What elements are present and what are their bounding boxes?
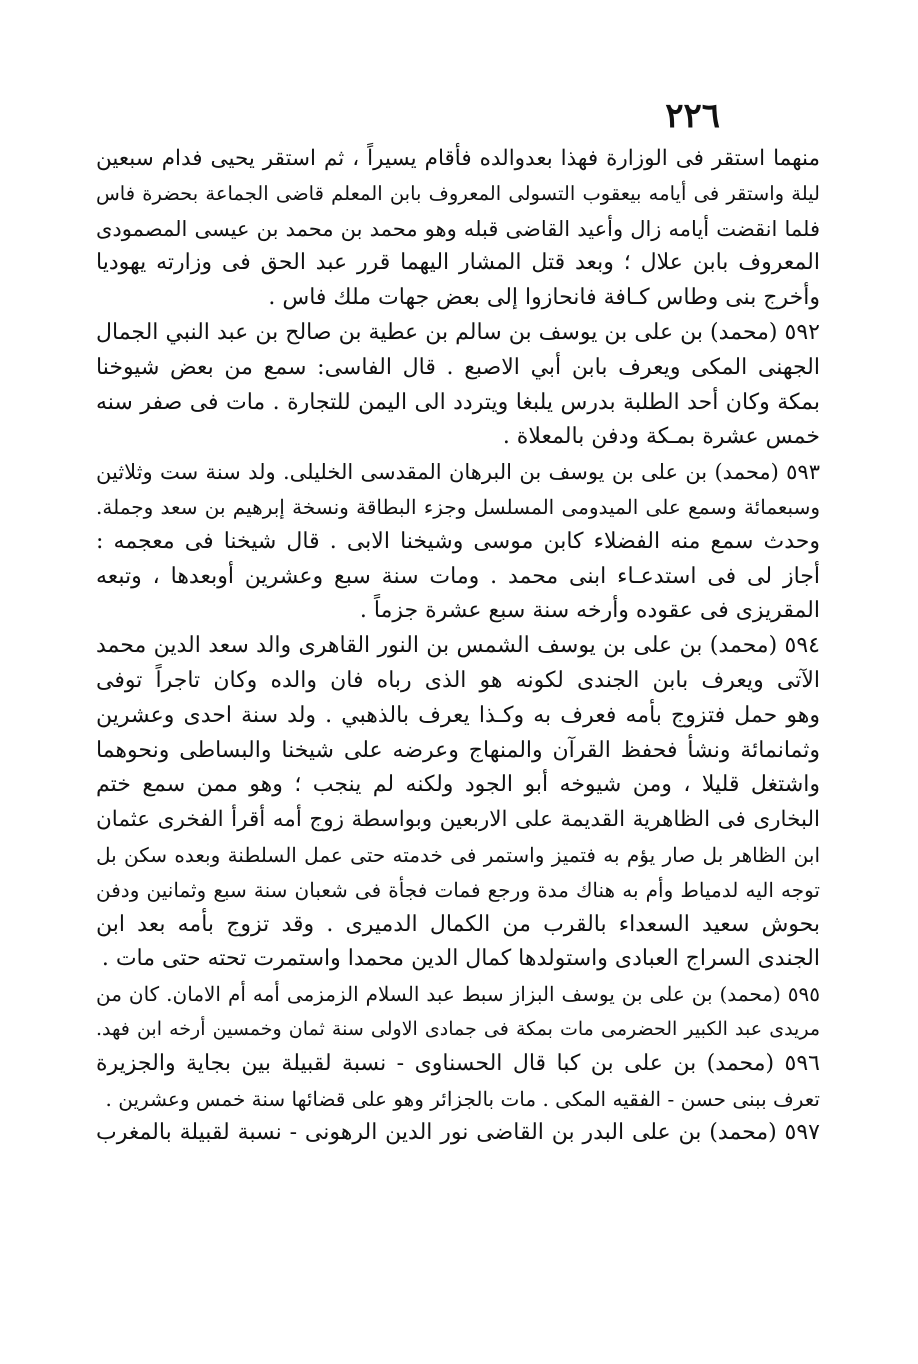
entry-596-line: ٥٩٦ (محمد) بن على بن كبا قال الحسناوى - نسبة لقبيلة بين بجاية والجزيرة xyxy=(96,1050,820,1076)
text-line: ليلة واستقر فى أيامه بيعقوب التسولى المعروف بابن المعلم قاضى الجماعة بحضرة فاس xyxy=(96,181,820,205)
entry-593-line: ٥٩٣ (محمد) بن على بن يوسف بن البرهان المقدسى الخليلى. ولد سنة ست وثلاثين xyxy=(96,460,820,485)
text-line: الآتى ويعرف بابن الجندى لكونه هو الذى رباه فان والده وكان تاجراً توفى xyxy=(96,667,820,693)
text-line: تعرف ببنى حسن - الفقيه المكى . مات بالجزائر وهو على قضائها سنة خمس وعشرين . xyxy=(105,1086,820,1111)
text-line: الجندى السراج العبادى واستولدها كمال الدين محمدا واستمرت تحته حتى مات . xyxy=(101,946,820,972)
text-line: مريدى عبد الكبير الحضرمى مات بمكة فى جمادى الاولى سنة ثمان وخمسين أرخه ابن فهد. xyxy=(96,1017,820,1040)
page-number: ٢٢٦ xyxy=(665,96,720,136)
entry-597-line: ٥٩٧ (محمد) بن على البدر بن القاضى نور الدين الرهونى - نسبة لقبيلة بالمغرب xyxy=(96,1120,820,1146)
text-line: توجه اليه لدمياط وأم به هناك مدة ورجع فمات فجأة فى شعبان سنة سبع وثمانين ودفن xyxy=(96,877,820,902)
text-line: فلما انقضت أيامه زال وأعيد القاضى قبله وهو محمد بن محمد بن عيسى المصمودى xyxy=(96,216,820,241)
text-line: الجهنى المكى ويعرف بابن أبي الاصبع . قال الفاسى: سمع من بعض شيوخنا xyxy=(96,354,820,380)
entry-592-line: ٥٩٢ (محمد) بن على بن يوسف بن سالم بن عطية بن صالح بن عبد النبي الجمال xyxy=(96,319,820,345)
entry-595-line: ٥٩٥ (محمد) بن على بن يوسف البزاز سبط عبد السلام الزمزمى أمه أم الامان. كان من xyxy=(96,982,820,1007)
page-body xyxy=(96,142,820,1151)
text-line: بحوش سعيد السعداء بالقرب من الكمال الدميرى . وقد تزوج بأمه بعد ابن xyxy=(96,911,820,937)
text-line: واشتغل قليلا ، ومن شيوخه أبو الجود ولكنه لم ينجب ؛ وهو ممن سمع ختم xyxy=(96,772,820,798)
text-line: وسبعمائة وسمع على الميدومى المسلسل وجزء البطاقة ونسخة إبرهيم بن سعد وجملة. xyxy=(96,494,820,519)
text-line: وثمانمائة ونشأ فحفظ القرآن والمنهاج وعرضه على شيخنا والبساطى ونحوهما xyxy=(96,737,820,763)
text-line: وهو حمل فتزوج بأمه فعرف به وكـذا يعرف بالذهبي . ولد سنة احدى وعشرين xyxy=(96,702,820,728)
text-line: المعروف بابن علال ؛ وبعد قتل المشار اليهما قرر عبد الحق فى وزارته يهوديا xyxy=(96,250,820,276)
text-line: وحدث سمع منه الفضلاء كابن موسى وشيخنا الابى . قال شيخنا فى معجمه : xyxy=(96,528,820,554)
entry-594-line: ٥٩٤ (محمد) بن على بن يوسف الشمس بن النور القاهرى والد سعد الدين محمد xyxy=(96,633,820,659)
text-line: منهما استقر فى الوزارة فهذا بعدوالده فأقام يسيراً ، ثم استقر يحيى فدام سبعين xyxy=(96,146,820,171)
text-line: خمس عشرة بمـكة ودفن بالمعلاة . xyxy=(502,424,820,450)
text-line: البخارى فى الظاهرية القديمة على الاربعين وبواسطة زوج أمه أقرأ الفخرى عثمان xyxy=(96,807,820,833)
text-line: بمكة وكان أحد الطلبة بدرس يلبغا ويتردد الى اليمن للتجارة . مات فى صفر سنه xyxy=(96,389,820,415)
text-line: وأخرج بنى وطاس كـافة فانحازوا إلى بعض جهات ملك فاس . xyxy=(268,285,820,311)
text-line: أجاز لى فى استدعـاء ابنى محمد . ومات سنة سبع وعشرين أوبعدها ، وتبعه xyxy=(96,563,820,589)
text-line: ابن الظاهر بل صار يؤم به فتميز واستمر فى خدمته حتى عمل السلطنة وبعده سكن بل xyxy=(96,842,820,867)
text-line: المقريزى فى عقوده وأرخه سنة سبع عشرة جزماً . xyxy=(359,598,820,624)
